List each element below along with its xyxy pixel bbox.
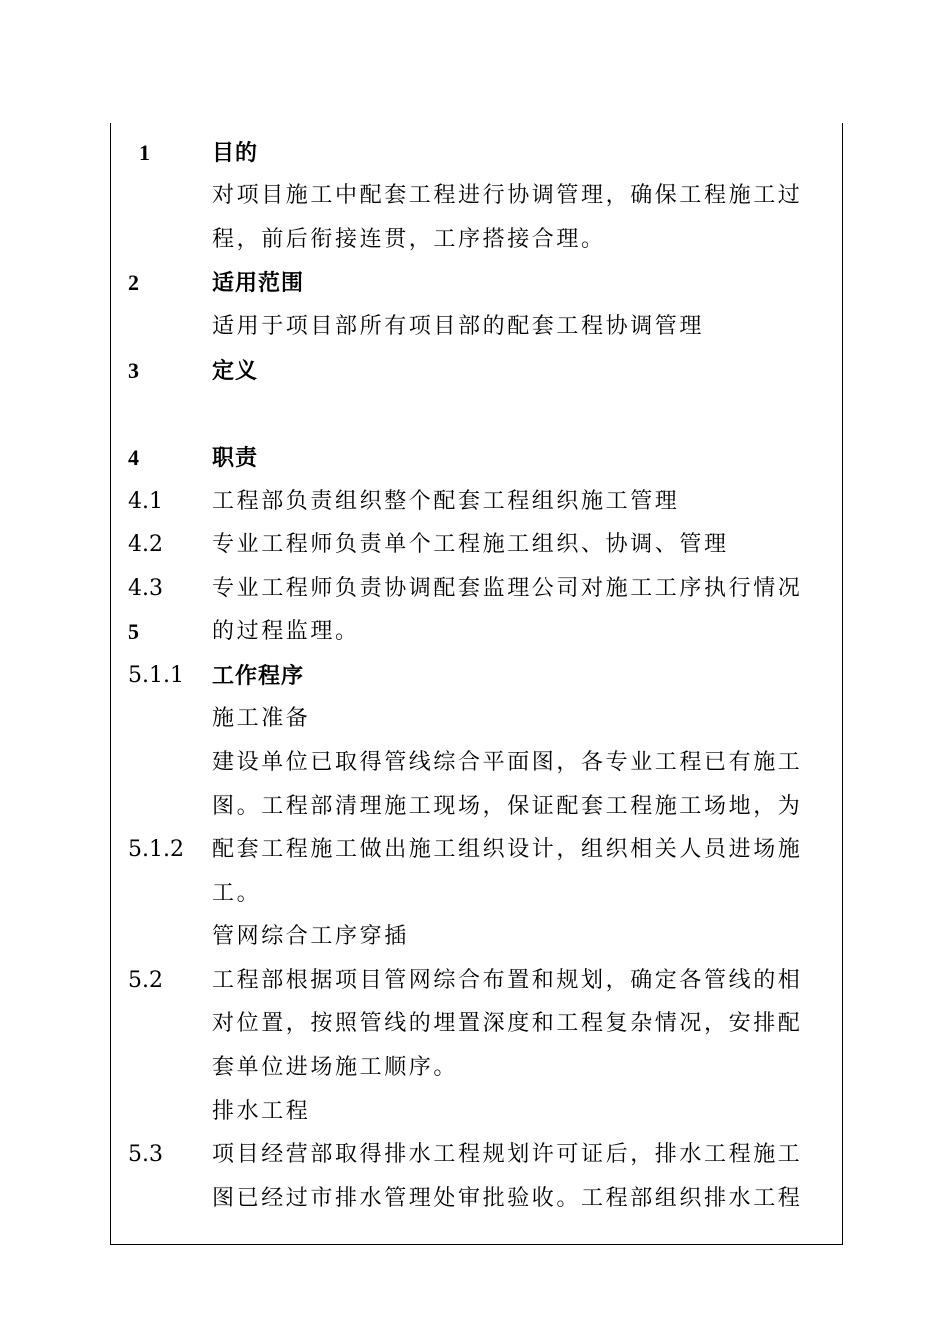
paragraph-line bbox=[0, 174, 950, 218]
section-number: 1 bbox=[139, 140, 150, 165]
paragraph-text: 工程部根据项目管网综合布置和规划，确定各管线的相 bbox=[212, 968, 803, 993]
paragraph-line bbox=[0, 218, 950, 262]
section-number: 5.1.1 bbox=[128, 663, 184, 688]
paragraph-text: 建设单位已取得管线综合平面图，各专业工程已有施工 bbox=[212, 750, 803, 775]
paragraph-text: 图。工程部清理施工现场，保证配套工程施工场地，为 bbox=[212, 794, 803, 819]
paragraph-text: 项目经营部取得排水工程规划许可证后，排水工程施工 bbox=[212, 1142, 803, 1167]
paragraph-text: 适用于项目部所有项目部的配套工程协调管理 bbox=[212, 314, 705, 339]
paragraph-text: 工程部负责组织整个配套工程组织施工管理 bbox=[212, 489, 680, 514]
paragraph-line bbox=[0, 959, 950, 1003]
section-number: 5.3 bbox=[128, 1142, 163, 1167]
section-heading bbox=[0, 131, 950, 175]
paragraph-line bbox=[0, 305, 950, 349]
section-number: 3 bbox=[128, 358, 139, 383]
section-heading bbox=[0, 261, 950, 305]
paragraph-text: 对项目施工中配套工程进行协调管理，确保工程施工过 bbox=[212, 183, 803, 208]
paragraph-text: 排水工程 bbox=[212, 1099, 311, 1124]
section-number: 5.1.2 bbox=[128, 837, 184, 862]
paragraph-line bbox=[0, 1133, 950, 1177]
paragraph-text: 套单位进场施工顺序。 bbox=[212, 1055, 459, 1080]
section-heading bbox=[0, 436, 950, 480]
paragraph-text: 图已经过市排水管理处审批验收。工程部组织排水工程 bbox=[212, 1186, 803, 1211]
section-heading bbox=[0, 654, 950, 698]
section-heading bbox=[0, 349, 950, 393]
section-title: 职责 bbox=[212, 445, 259, 471]
section-title: 适用范围 bbox=[212, 270, 305, 296]
section-number: 4.2 bbox=[128, 532, 163, 557]
paragraph-line bbox=[0, 828, 950, 872]
paragraph-text: 施工准备 bbox=[212, 706, 311, 731]
paragraph-text: 程，前后衔接连贯，工序搭接合理。 bbox=[212, 227, 606, 252]
paragraph-text: 管网综合工序穿插 bbox=[212, 924, 409, 949]
section-number: 4.3 bbox=[128, 576, 163, 601]
paragraph-text: 工。 bbox=[212, 881, 262, 906]
paragraph-line bbox=[0, 1177, 950, 1221]
paragraph-line bbox=[0, 1002, 950, 1046]
paragraph-line bbox=[0, 915, 950, 959]
paragraph-line bbox=[0, 1046, 950, 1090]
section-number: 4.1 bbox=[128, 489, 163, 514]
paragraph-text: 专业工程师负责协调配套监理公司对施工工序执行情况 bbox=[212, 576, 803, 601]
section-title: 目的 bbox=[212, 140, 259, 166]
paragraph-text: 的过程监理。 bbox=[212, 619, 360, 644]
paragraph-line bbox=[0, 1090, 950, 1134]
paragraph-line bbox=[0, 697, 950, 741]
paragraph-line bbox=[0, 567, 950, 611]
section-number: 2 bbox=[128, 270, 139, 295]
paragraph-text: 对位置，按照管线的埋置深度和工程复杂情况，安排配 bbox=[212, 1011, 803, 1036]
paragraph-line bbox=[0, 523, 950, 567]
section-title: 工作程序 bbox=[212, 663, 305, 689]
section-number: 4 bbox=[128, 445, 139, 470]
paragraph-line bbox=[0, 741, 950, 785]
paragraph-line bbox=[0, 480, 950, 524]
section-title: 定义 bbox=[212, 358, 259, 384]
paragraph-line bbox=[0, 872, 950, 916]
section-number: 5.2 bbox=[128, 968, 163, 993]
section-number: 5 bbox=[128, 619, 139, 644]
paragraph-text: 专业工程师负责单个工程施工组织、协调、管理 bbox=[212, 532, 729, 557]
paragraph-text: 配套工程施工做出施工组织设计，组织相关人员进场施 bbox=[212, 837, 803, 862]
paragraph-line bbox=[0, 785, 950, 829]
paragraph-line bbox=[0, 610, 950, 654]
